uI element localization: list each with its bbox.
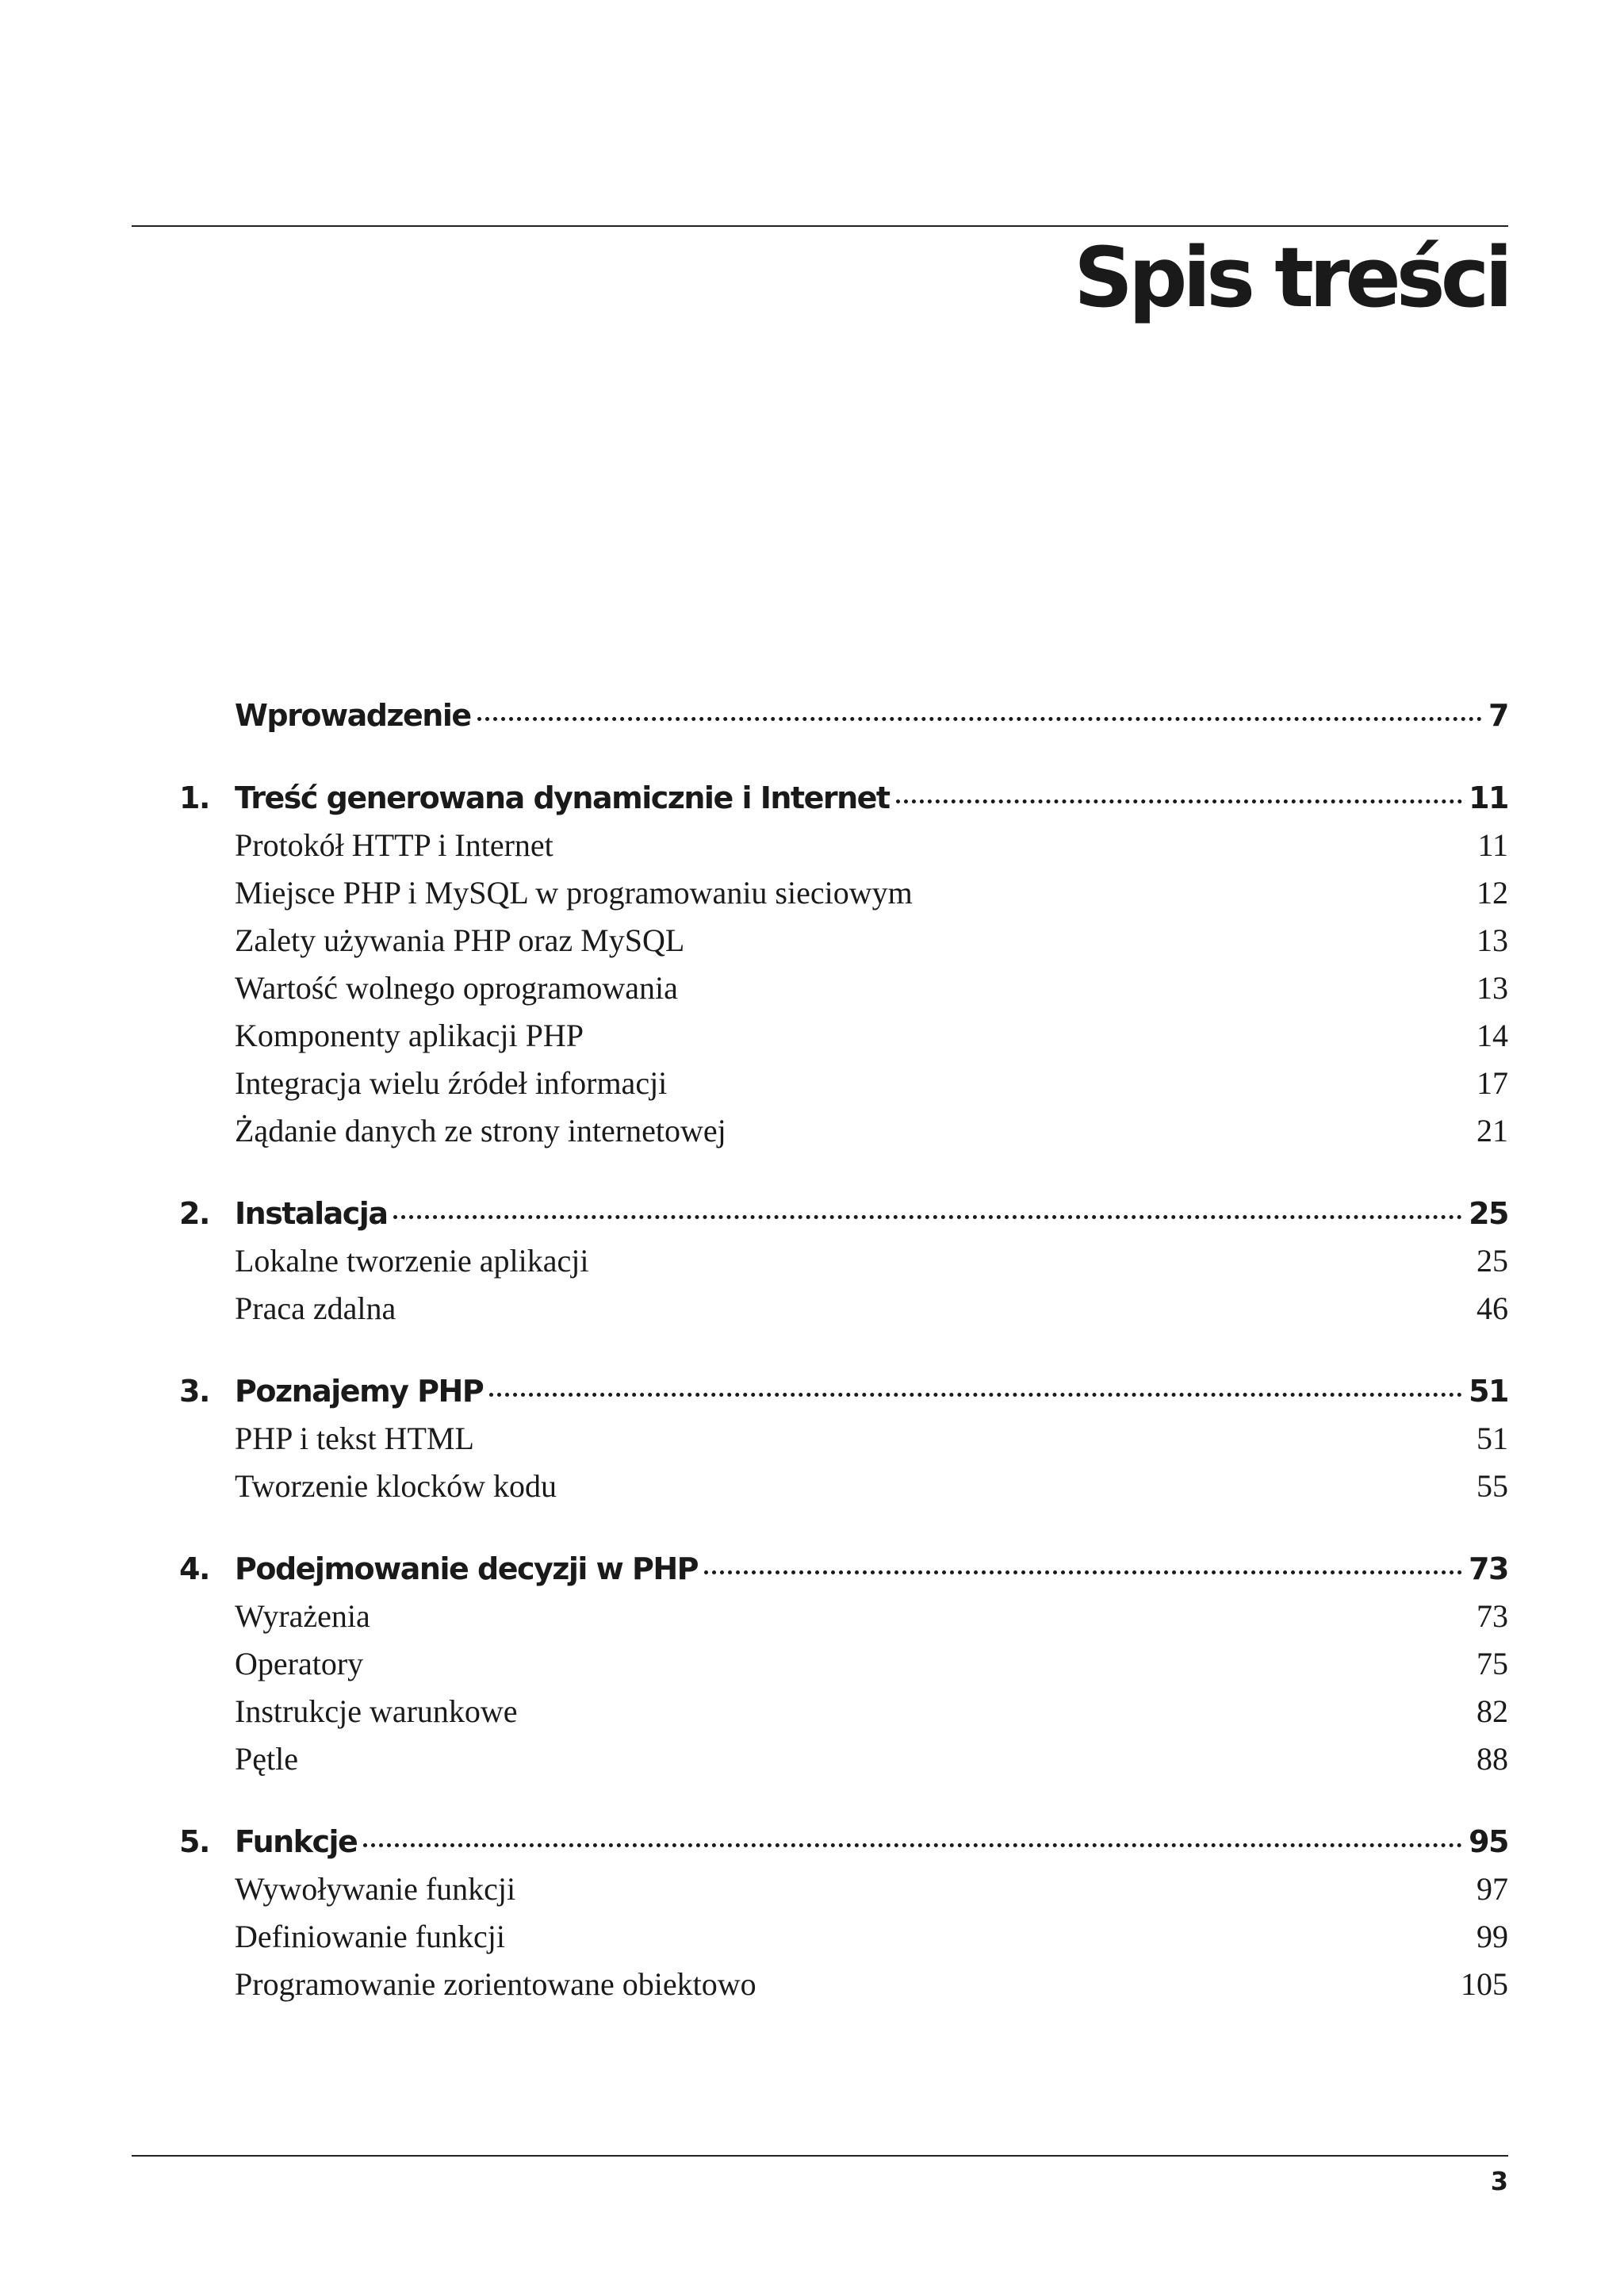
section-title: Pętle — [235, 1741, 298, 1777]
dot-leader — [477, 717, 1482, 721]
section-title: Tworzenie klocków kodu — [235, 1468, 557, 1504]
section-page: 11 — [1477, 827, 1508, 863]
section-title: Komponenty aplikacji PHP — [235, 1018, 584, 1053]
toc-section-entry[interactable] — [0, 1961, 1624, 2008]
section-page: 13 — [1477, 922, 1508, 958]
chapter-number: 1. — [179, 780, 209, 815]
toc-section-entry[interactable] — [0, 1060, 1624, 1107]
toc-section-entry[interactable] — [0, 822, 1624, 869]
toc-chapter-block — [0, 774, 1624, 1155]
toc-chapter-block — [0, 1818, 1624, 2008]
section-title: Praca zdalna — [235, 1290, 396, 1326]
chapter-page: 51 — [1469, 1374, 1508, 1409]
dot-leader — [393, 1215, 1462, 1219]
section-page: 105 — [1461, 1966, 1508, 2002]
toc-section-entry[interactable] — [0, 1463, 1624, 1510]
section-page: 75 — [1477, 1646, 1508, 1681]
section-page: 88 — [1477, 1741, 1508, 1777]
chapter-title: Instalacja — [235, 1196, 388, 1231]
section-title: Integracja wielu źródeł informacji — [235, 1065, 668, 1101]
top-rule — [132, 225, 1508, 227]
section-title: Miejsce PHP i MySQL w programowaniu sieciowym — [235, 875, 913, 911]
table-of-contents — [0, 692, 1624, 2008]
toc-chapter-entry[interactable] — [0, 774, 1624, 822]
section-title: Definiowanie funkcji — [235, 1919, 505, 1954]
toc-section-entry[interactable] — [0, 1913, 1624, 1961]
chapter-page: 95 — [1469, 1824, 1508, 1859]
section-page: 97 — [1477, 1871, 1508, 1907]
chapter-number: 4. — [179, 1551, 209, 1586]
toc-section-entry[interactable] — [0, 1640, 1624, 1688]
section-title: Żądanie danych ze strony internetowej — [235, 1113, 726, 1148]
toc-section-entry[interactable] — [0, 1865, 1624, 1913]
toc-section-entry[interactable] — [0, 964, 1624, 1012]
dot-leader — [363, 1843, 1462, 1847]
chapter-line — [235, 695, 1508, 736]
chapter-title: Treść generowana dynamicznie i Internet — [235, 780, 890, 815]
section-title: Programowanie zorientowane obiektowo — [235, 1966, 756, 2002]
toc-chapter-block — [0, 1367, 1624, 1510]
section-title: Zalety używania PHP oraz MySQL — [235, 922, 685, 958]
chapter-page: 7 — [1488, 698, 1508, 733]
chapter-number: 3. — [179, 1374, 209, 1409]
toc-chapter-entry[interactable] — [0, 692, 1624, 739]
section-page: 55 — [1477, 1468, 1508, 1504]
toc-section-entry[interactable] — [0, 869, 1624, 917]
section-page: 21 — [1477, 1113, 1508, 1148]
toc-section-entry[interactable] — [0, 1107, 1624, 1155]
page-number: 3 — [1490, 2166, 1508, 2196]
chapter-number: 5. — [179, 1824, 209, 1859]
toc-section-entry[interactable] — [0, 1237, 1624, 1285]
dot-leader — [704, 1570, 1462, 1574]
chapter-line — [235, 1371, 1508, 1412]
toc-chapter-entry[interactable] — [0, 1818, 1624, 1865]
toc-chapter-entry[interactable] — [0, 1190, 1624, 1237]
toc-chapter-block — [0, 692, 1624, 739]
toc-section-entry[interactable] — [0, 1688, 1624, 1735]
toc-section-entry[interactable] — [0, 917, 1624, 964]
section-page: 13 — [1477, 970, 1508, 1006]
section-title: Lokalne tworzenie aplikacji — [235, 1243, 589, 1279]
dot-leader — [896, 799, 1463, 803]
section-page: 99 — [1477, 1919, 1508, 1954]
chapter-page: 73 — [1469, 1551, 1508, 1586]
section-title: Instrukcje warunkowe — [235, 1693, 518, 1729]
chapter-title: Funkcje — [235, 1824, 358, 1859]
chapter-page: 11 — [1469, 780, 1508, 815]
toc-chapter-block — [0, 1545, 1624, 1783]
section-title: Operatory — [235, 1646, 364, 1681]
toc-section-entry[interactable] — [0, 1285, 1624, 1332]
chapter-line — [235, 1193, 1508, 1234]
toc-chapter-entry[interactable] — [0, 1545, 1624, 1593]
section-page: 51 — [1477, 1421, 1508, 1456]
chapter-line — [235, 777, 1508, 819]
chapter-page: 25 — [1469, 1196, 1508, 1231]
chapter-number: 2. — [179, 1196, 209, 1231]
section-title: Wyrażenia — [235, 1598, 370, 1634]
section-title: PHP i tekst HTML — [235, 1421, 474, 1456]
chapter-line — [235, 1548, 1508, 1589]
page-title: Spis treści — [1074, 229, 1508, 326]
toc-section-entry[interactable] — [0, 1593, 1624, 1640]
dot-leader — [489, 1393, 1462, 1397]
toc-section-entry[interactable] — [0, 1415, 1624, 1463]
section-page: 12 — [1477, 875, 1508, 911]
chapter-title: Wprowadzenie — [235, 698, 471, 733]
bottom-rule — [132, 2155, 1508, 2157]
section-page: 14 — [1477, 1018, 1508, 1053]
section-page: 46 — [1477, 1290, 1508, 1326]
section-title: Wartość wolnego oprogramowania — [235, 970, 678, 1006]
chapter-title: Poznajemy PHP — [235, 1374, 484, 1409]
toc-chapter-entry[interactable] — [0, 1367, 1624, 1415]
toc-chapter-block — [0, 1190, 1624, 1332]
section-page: 25 — [1477, 1243, 1508, 1279]
section-page: 73 — [1477, 1598, 1508, 1634]
chapter-line — [235, 1821, 1508, 1862]
section-page: 82 — [1477, 1693, 1508, 1729]
toc-section-entry[interactable] — [0, 1012, 1624, 1060]
chapter-title: Podejmowanie decyzji w PHP — [235, 1551, 698, 1586]
toc-section-entry[interactable] — [0, 1735, 1624, 1783]
section-title: Protokół HTTP i Internet — [235, 827, 553, 863]
section-page: 17 — [1477, 1065, 1508, 1101]
section-title: Wywoływanie funkcji — [235, 1871, 516, 1907]
